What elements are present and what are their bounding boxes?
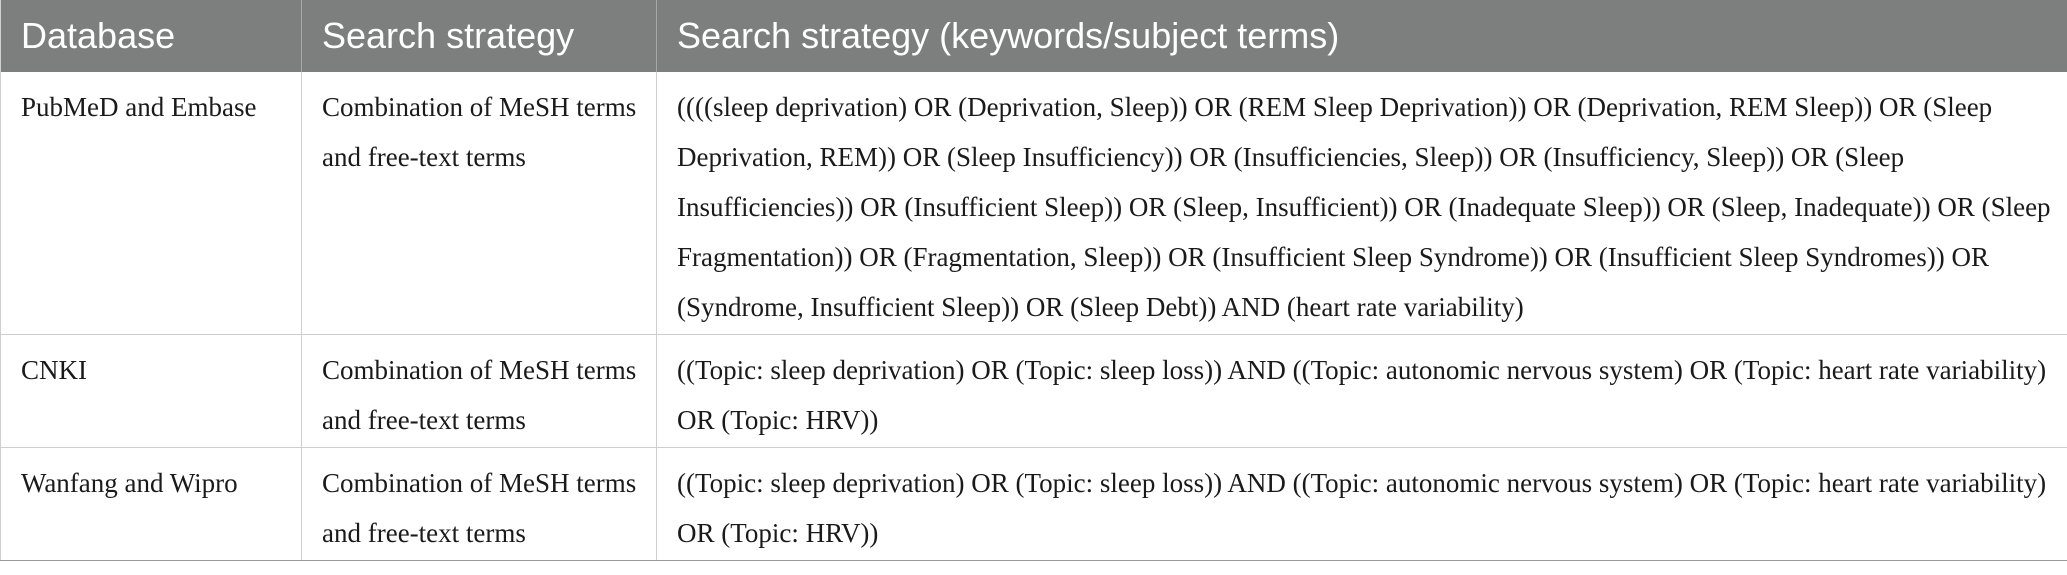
- table-body: [1, 72, 2067, 561]
- strategy-cell: Combination of MeSH terms and free-text terms: [302, 72, 657, 335]
- column-header-search-strategy: Search strategy: [302, 0, 657, 72]
- database-cell: PubMeD and Embase: [1, 72, 302, 335]
- strategy-cell: Combination of MeSH terms and free-text terms: [302, 448, 657, 561]
- table-row: [1, 335, 2067, 448]
- strategy-cell: Combination of MeSH terms and free-text terms: [302, 335, 657, 448]
- keywords-cell: ((Topic: sleep deprivation) OR (Topic: sleep loss)) AND ((Topic: autonomic nervous system) OR (Topic: heart rate variability) OR (Topic: HRV)): [657, 448, 2067, 561]
- keywords-cell: ((Topic: sleep deprivation) OR (Topic: sleep loss)) AND ((Topic: autonomic nervous system) OR (Topic: heart rate variability) OR (Topic: HRV)): [657, 335, 2067, 448]
- table-row: [1, 448, 2067, 561]
- table-header: [1, 0, 2067, 72]
- keywords-cell: ((((sleep deprivation) OR (Deprivation, Sleep)) OR (REM Sleep Deprivation)) OR (Deprivation, REM Sleep)) OR (Sleep Deprivation, REM)) OR (Sleep Insufficiency)) OR (Insufficiencies, Sleep)) OR (Insufficiency, Sleep)) OR (Sleep Insufficiencies)) OR (Insufficient Sleep)) OR (Sleep, Insufficient)) OR (Inadequate Sleep)) OR (Sleep, Inadequate)) OR (Sleep Fragmentation)) OR (Fragmentation, Sleep)) OR (Insufficient Sleep Syndrome)) OR (Insufficient Sleep Syndromes)) OR (Syndrome, Insufficient Sleep)) OR (Sleep Debt)) AND (heart rate variability): [657, 72, 2067, 335]
- header-row: [1, 0, 2067, 72]
- column-header-keywords: Search strategy (keywords/subject terms): [657, 0, 2067, 72]
- table-row: [1, 72, 2067, 335]
- database-cell: Wanfang and Wipro: [1, 448, 302, 561]
- database-cell: CNKI: [1, 335, 302, 448]
- column-header-database: Database: [1, 0, 302, 72]
